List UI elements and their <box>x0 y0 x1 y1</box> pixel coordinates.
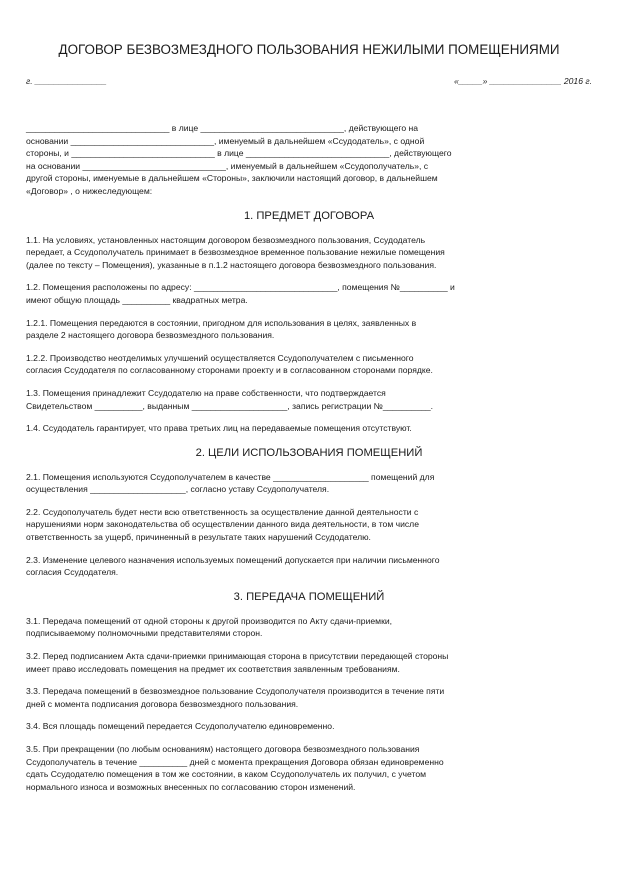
clause-line: 3.5. При прекращении (по любым основаниям) настоящего договора безвозмездного пользования <box>26 744 420 754</box>
place-date-line <box>26 76 592 90</box>
preamble-line: «Договор» , о нижеследующем: <box>26 185 153 196</box>
section-heading: 2. ЦЕЛИ ИСПОЛЬЗОВАНИЯ ПОМЕЩЕНИЙ <box>195 446 423 459</box>
clause-1-1 <box>26 234 592 272</box>
preamble-line: ______________________________ в лице ______________________________, действующего на <box>26 123 419 133</box>
clause-line: разделе 2 настоящего договора безвозмездного пользования. <box>26 330 275 341</box>
clause-line: 3.4. Вся площадь помещений передается Ссудополучателю единовременно. <box>26 721 335 732</box>
clause-1-2 <box>26 281 592 306</box>
clause-3-2 <box>26 650 592 675</box>
clause-line: 1.2. Помещения расположены по адресу: ______________________________, помещения №__________ и <box>26 282 455 293</box>
clause-line: 1.2.1. Помещения передаются в состоянии, пригодном для использования в целях, заявленных в <box>26 317 417 328</box>
clause-1-3 <box>26 387 592 412</box>
clause-3-3 <box>26 685 592 710</box>
clause-line: 2.2. Ссудополучатель будет нести всю ответственность за осуществление данной деятельности с <box>26 506 419 517</box>
clause-line: 3.2. Перед подписанием Акта сдачи-приемки принимающая сторона в присутствии передающей стороны <box>26 651 449 662</box>
clause-3-5 <box>26 743 592 793</box>
preamble-line: основании ______________________________, именуемый в дальнейшем «Ссудодатель», с одной <box>26 135 425 146</box>
clause-line: 1.3. Помещения принадлежит Ссудодателю на праве собственности, что подтверждается <box>26 387 386 398</box>
clause-line: 2.3. Изменение целевого назначения используемых помещений допускается при наличии письменного <box>26 554 440 565</box>
clause-line: дней с момента подписания договора безвозмездного пользования. <box>26 698 299 709</box>
date-field: «_____» _______________ 2016 г. <box>453 76 592 86</box>
clause-line: Ссудополучатель в течение __________ дней с момента прекращения Договора обязан единовременно <box>26 756 444 767</box>
clause-3-1 <box>26 615 592 640</box>
clause-line: согласия Ссудодателя. <box>26 567 119 578</box>
preamble-line: другой стороны, именуемые в дальнейшем «Стороны», заключили настоящий договор, в дальнейшем <box>26 173 438 184</box>
clause-line: согласия Ссудодателя по согласованному сторонами проекту и в согласованном сторонами порядке. <box>26 365 433 376</box>
clause-2-1 <box>26 471 592 496</box>
clause-line: 1.1. На условиях, установленных настоящим договором безвозмездного пользования, Ссудодатель <box>26 234 426 245</box>
clause-line: ответственность за ущерб, причиненный в результате таких нарушений Ссудодателю. <box>26 532 371 543</box>
clause-line: осуществления ____________________, согласно уставу Ссудополучателя. <box>26 484 330 495</box>
clause-line: сдать Ссудодателю помещения в том же состоянии, в каком Ссудополучатель их получил, с учетом <box>26 769 427 780</box>
clause-line: имеют общую площадь __________ квадратных метра. <box>26 294 248 305</box>
clause-line: 3.3. Передача помещений в безвозмездное пользование Ссудополучателя производится в течение пяти <box>26 686 445 697</box>
contract-page <box>26 42 592 793</box>
place-field: г. _______________ <box>26 76 107 86</box>
clause-1-2-2 <box>26 352 592 377</box>
document-title: ДОГОВОР БЕЗВОЗМЕЗДНОГО ПОЛЬЗОВАНИЯ НЕЖИЛЫМИ ПОМЕЩЕНИЯМИ <box>58 42 560 57</box>
clause-line: (далее по тексту – Помещения), указанные в п.1.2 настоящего договора безвозмездного пользования. <box>26 259 437 270</box>
clause-line: передает, а Ссудополучатель принимает в безвозмездное временное пользование нежилые помещения <box>26 247 445 258</box>
section-heading: 1. ПРЕДМЕТ ДОГОВОРА <box>243 209 375 222</box>
clause-line: 3.1. Передача помещений от одной стороны к другой производится по Акту сдачи-приемки, <box>26 615 393 626</box>
clause-line: подписываемому полномочными представителями сторон. <box>26 628 263 639</box>
clause-line: нормального износа и возможных внесенных по согласованию сторон изменений. <box>26 781 356 792</box>
clause-line: Свидетельством __________, выданным ____________________, запись регистрации №__________. <box>26 400 434 411</box>
clause-1-2-1 <box>26 317 592 342</box>
clause-line: 2.1. Помещения используются Ссудополучателем в качестве ____________________ помещений для <box>26 471 435 482</box>
clause-line: нарушениями норм законодательства об осуществлении данного вида деятельности, в том числе <box>26 519 419 530</box>
clause-1-4 <box>26 422 592 435</box>
preamble <box>26 122 592 198</box>
preamble-line: стороны, и ______________________________ в лице ______________________________, действующего <box>26 148 452 159</box>
clause-line: имеет право исследовать помещения на предмет их соответствия заявленным требованиям. <box>26 663 400 674</box>
section-heading: 3. ПЕРЕДАЧА ПОМЕЩЕНИЙ <box>233 590 385 603</box>
clause-2-3 <box>26 554 592 579</box>
preamble-line: на основании ______________________________, именуемый в дальнейшем «Ссудополучатель», с <box>26 160 429 171</box>
clause-line: 1.2.2. Производство неотделимых улучшений осуществляется Ссудополучателем с письменного <box>26 352 414 363</box>
clause-line: 1.4. Ссудодатель гарантирует, что права третьих лиц на передаваемые помещения отсутствуют. <box>26 423 412 434</box>
clause-3-4 <box>26 720 592 733</box>
clause-2-2 <box>26 506 592 544</box>
